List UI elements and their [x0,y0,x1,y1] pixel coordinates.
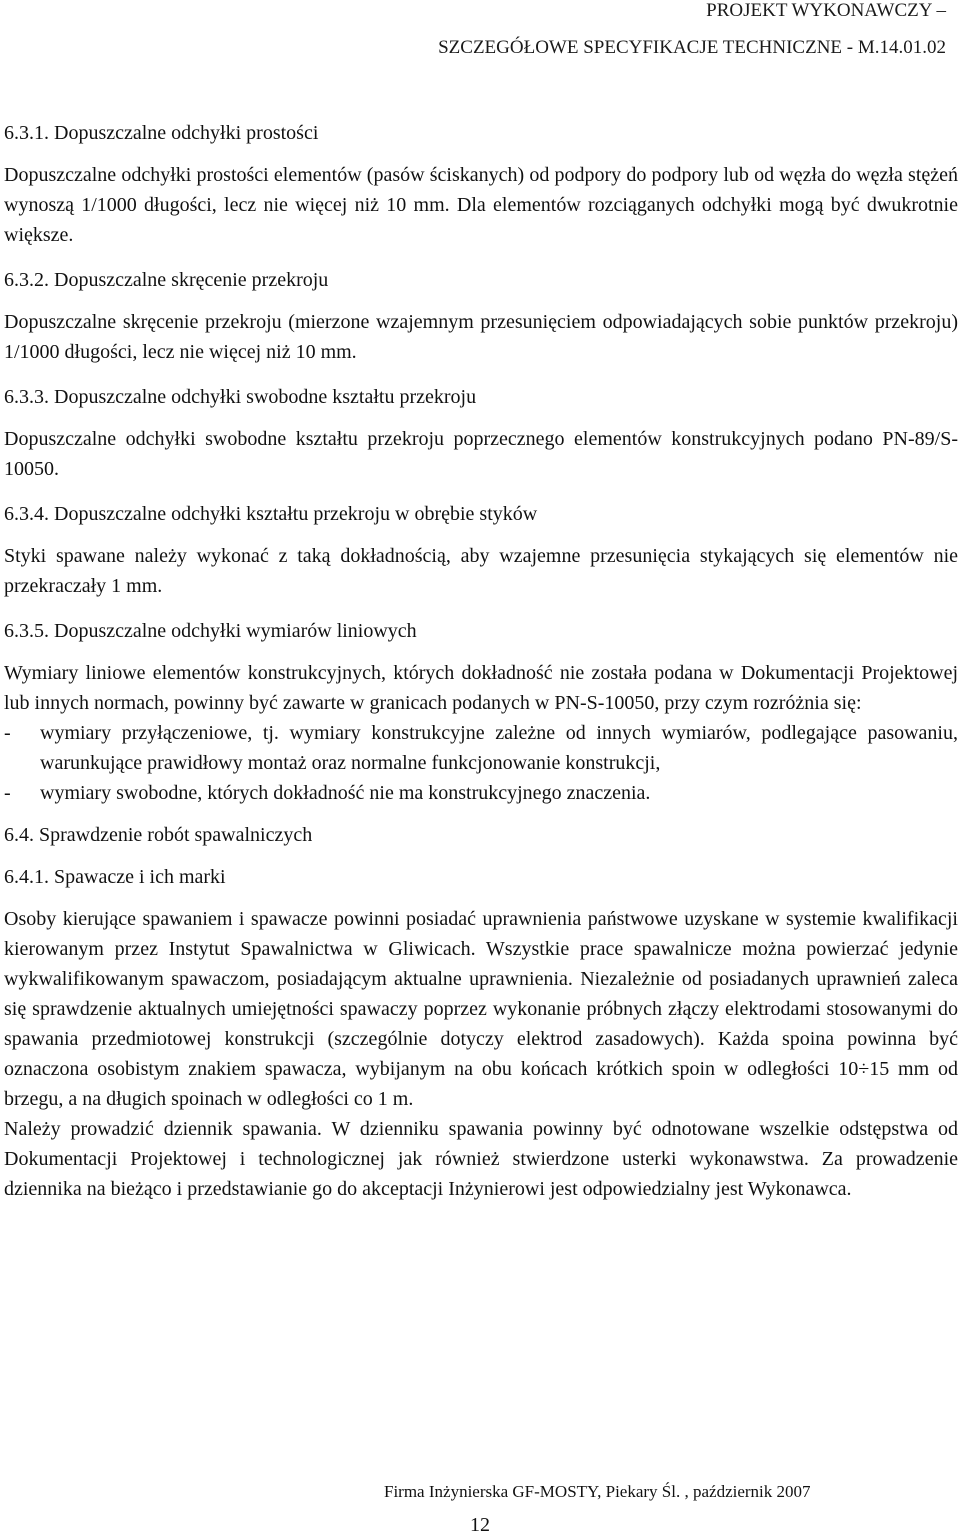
section-6-3-2 [4,265,958,367]
section-heading: 6.3.2. Dopuszczalne skręcenie przekroju [4,269,329,291]
section-paragraph: Osoby kierujące spawaniem i spawacze powinni posiadać uprawnienia państwowe uzyskane w systemie kwalifikacji kierowanym przez Instytut Spawalnictwa w Gliwicach. Wszystkie prace spawalnicze można powierzać jedynie wykwalifikowanym spawaczom, posiadającym aktualne uprawnienia. Niezależnie od posiadanych uprawnień zaleca się sprawdzenie aktualnych umiejętności spawaczy poprzez wykonanie próbnych złączy elektrodami stosowanymi do spawania przedmiotowej konstrukcji (szczególnie dotyczy elektrod zasadowych). Każda spoina powinna być oznaczona osobistym znakiem spawacza, wybijanym na obu końcach krótkich spoin w odległości 10÷15 mm od brzegu, a na długich spoinach w odległości co 1 m. [4,908,958,1110]
bullet-dash: - [4,722,11,744]
section-paragraph: Należy prowadzić dziennik spawania. W dzienniku spawania powinny być odnotowane wszelkie odstępstwa od Dokumentacji Projektowej i technologicznej jak również stwierdzone usterki wykonawstwa. Za prowadzenie dziennika na bieżąco i przedstawianie go do akceptacji Inżynierowi jest odpowiedzialny jest Wykonawca. [4,1118,958,1200]
section-paragraph: Styki spawane należy wykonać z taką dokładnością, aby wzajemne przesunięcia stykających się elementów nie przekraczały 1 mm. [4,545,958,597]
section-paragraph: Dopuszczalne odchyłki swobodne kształtu przekroju poprzecznego elementów konstrukcyjnych podano PN-89/S-10050. [4,428,958,480]
footer-company: Firma Inżynierska GF-MOSTY, Piekary Śl. , październik 2007 [384,1482,811,1501]
list-item-text: wymiary swobodne, których dokładność nie ma konstrukcyjnego znaczenia. [40,782,651,804]
section-paragraph: Wymiary liniowe elementów konstrukcyjnych, których dokładność nie została podana w Dokumentacji Projektowej lub innych normach, powinny być zawarte w granicach podanych w PN-S-10050, przy czym rozróżnia się: [4,662,958,714]
section-heading: 6.3.1. Dopuszczalne odchyłki prostości [4,122,319,144]
section-heading: 6.4.1. Spawacze i ich marki [4,866,226,888]
section-heading: 6.3.4. Dopuszczalne odchyłki kształtu przekroju w obrębie styków [4,503,538,525]
section-6-3-1 [4,118,958,250]
bullet-dash: - [4,782,11,804]
header-spec-title: SZCZEGÓŁOWE SPECYFIKACJE TECHNICZNE - M.14.01.02 [438,37,946,58]
section-6-4-1 [4,862,958,1204]
section-6-3-3 [4,382,958,484]
section-heading-6-4: 6.4. Sprawdzenie robót spawalniczych [4,824,313,846]
section-paragraph: Dopuszczalne skręcenie przekroju (mierzone wzajemnym przesunięciem odpowiadających sobie punktów przekroju) 1/1000 długości, lecz nie więcej niż 10 mm. [4,311,958,363]
section-heading: 6.3.5. Dopuszczalne odchyłki wymiarów liniowych [4,620,417,642]
document-body [4,118,958,1219]
page-number: 12 [470,1514,490,1536]
section-paragraph: Dopuszczalne odchyłki prostości elementów (pasów ściskanych) od podpory do podpory lub od węzła do węzła stężeń wynoszą 1/1000 długości, lecz nie więcej niż 10 mm. Dla elementów rozciąganych odchyłki mogą być dwukrotnie większe. [4,164,958,246]
section-6-3-4 [4,499,958,601]
list-item [4,778,958,808]
list-item-text: wymiary przyłączeniowe, tj. wymiary konstrukcyjne zależne od innych wymiarów, podlegające pasowaniu, warunkujące prawidłowy montaż oraz normalne funkcjonowanie konstrukcji, [40,722,958,774]
section-heading: 6.3.3. Dopuszczalne odchyłki swobodne kształtu przekroju [4,386,477,408]
list-item [4,718,958,778]
header-project-title: PROJEKT WYKONAWCZY – [706,0,946,21]
section-6-3-5 [4,616,958,808]
